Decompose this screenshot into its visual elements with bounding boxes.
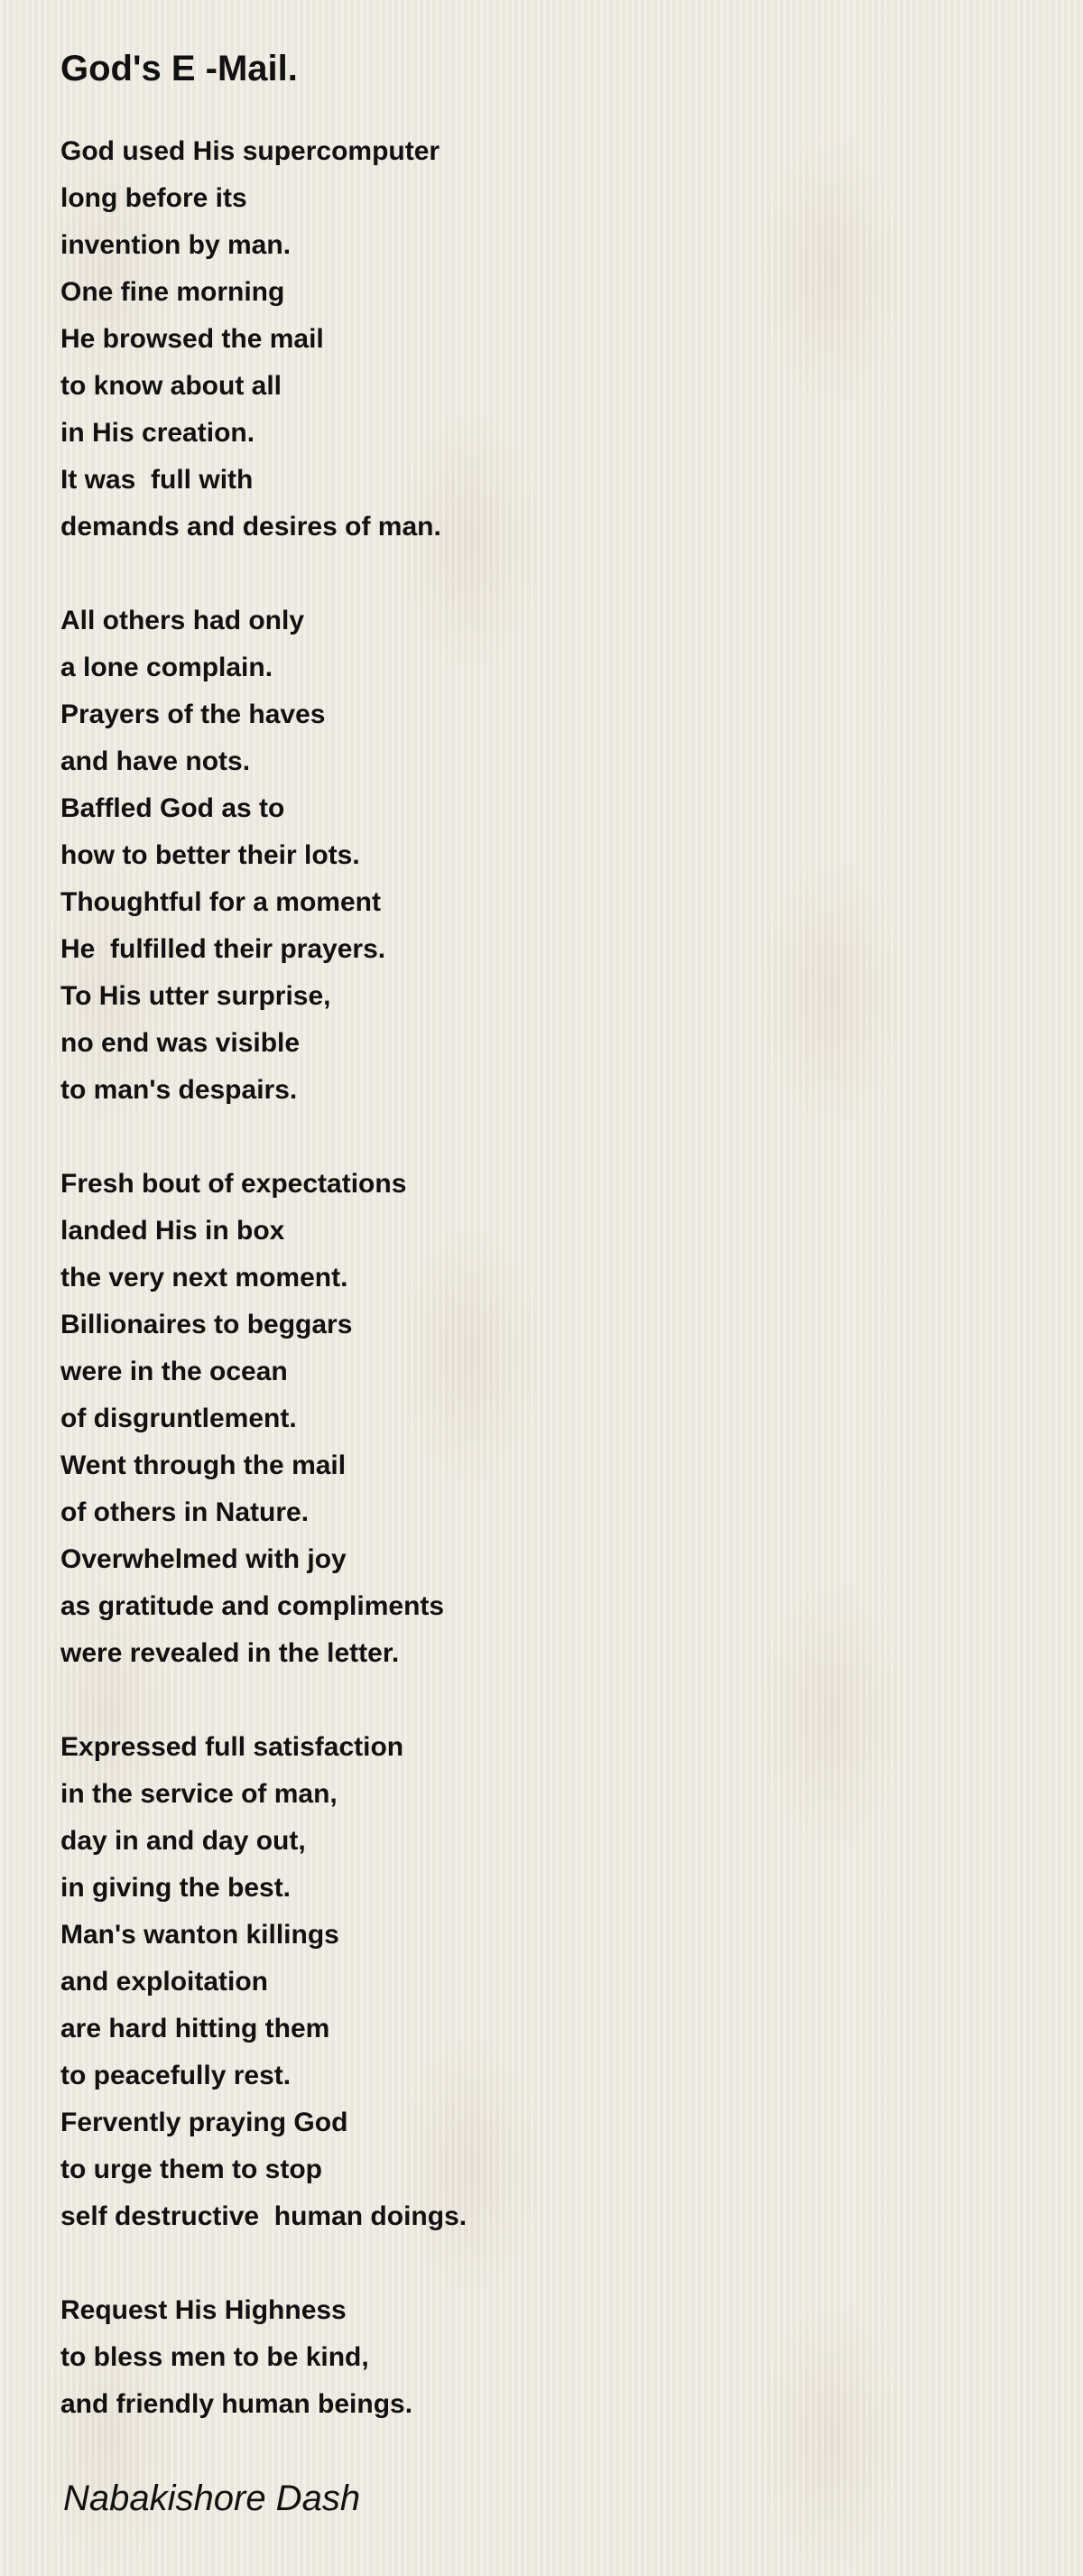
poem-line: in the service of man, <box>60 1779 338 1809</box>
poem-line: Man's wanton killings <box>60 1920 339 1950</box>
poem-line: demands and desires of man. <box>60 512 441 542</box>
poem-line: Prayers of the haves <box>60 700 326 729</box>
poem-line: Baffled God as to <box>60 793 285 823</box>
poem-line: God used His supercomputer <box>60 136 440 166</box>
poem-line: to peacefully rest. <box>60 2061 292 2090</box>
poem-line: to know about all <box>60 371 282 401</box>
stanza-2 <box>60 598 1083 1114</box>
poem-line: Billionaires to beggars <box>60 1310 353 1339</box>
poem-line: All others had only <box>60 606 305 635</box>
poem-line: day in and day out, <box>60 1826 306 1856</box>
poem-line: He browsed the mail <box>60 324 324 354</box>
poem-line: and have nots. <box>60 746 251 776</box>
poem-line: Fervently praying God <box>60 2108 348 2137</box>
poem-line: invention by man. <box>60 230 292 260</box>
poem-line: and friendly human beings. <box>60 2389 413 2419</box>
poem-line: in His creation. <box>60 418 255 448</box>
poem-line: a lone complain. <box>60 653 273 682</box>
poem-line: To His utter surprise, <box>60 981 331 1011</box>
poem-title: God's E -Mail. <box>60 49 298 88</box>
poem-line: Fresh bout of expectations <box>60 1169 407 1199</box>
poem-line: are hard hitting them <box>60 2014 330 2043</box>
poem-line: were in the ocean <box>60 1357 288 1386</box>
poem-line: as gratitude and compliments <box>60 1591 445 1621</box>
poem-line: It was full with <box>60 465 254 495</box>
stanza-4 <box>60 1724 1083 2240</box>
poem-line: to urge them to stop <box>60 2154 322 2184</box>
poem-line: One fine morning <box>60 277 285 307</box>
poem-author: Nabakishore Dash <box>63 2479 361 2518</box>
poem-line: in giving the best. <box>60 1873 292 1903</box>
poem-line: to man's despairs. <box>60 1075 298 1105</box>
stanza-5 <box>60 2287 1083 2428</box>
poem-line: Thoughtful for a moment <box>60 887 381 917</box>
poem-line: no end was visible <box>60 1028 301 1058</box>
poem-line: long before its <box>60 183 247 213</box>
poem-line: landed His in box <box>60 1216 285 1246</box>
poem-body <box>60 128 1083 2428</box>
poem-line: of disgruntlement. <box>60 1404 297 1433</box>
poem-line: Overwhelmed with joy <box>60 1544 347 1574</box>
poem-line: and exploitation <box>60 1967 269 1997</box>
poem-line: how to better their lots. <box>60 840 360 870</box>
poem-line: Request His Highness <box>60 2295 347 2325</box>
poem-line: Expressed full satisfaction <box>60 1732 404 1762</box>
poem-line: Went through the mail <box>60 1450 347 1480</box>
stanza-3 <box>60 1161 1083 1677</box>
poem-line: self destructive human doings. <box>60 2201 467 2231</box>
poem-line: to bless men to be kind, <box>60 2342 369 2372</box>
poem-line: He fulfilled their prayers. <box>60 934 386 964</box>
stanza-1 <box>60 128 1083 551</box>
poem-line: the very next moment. <box>60 1263 348 1293</box>
poem-line: were revealed in the letter. <box>60 1638 400 1668</box>
poem-line: of others in Nature. <box>60 1497 310 1527</box>
